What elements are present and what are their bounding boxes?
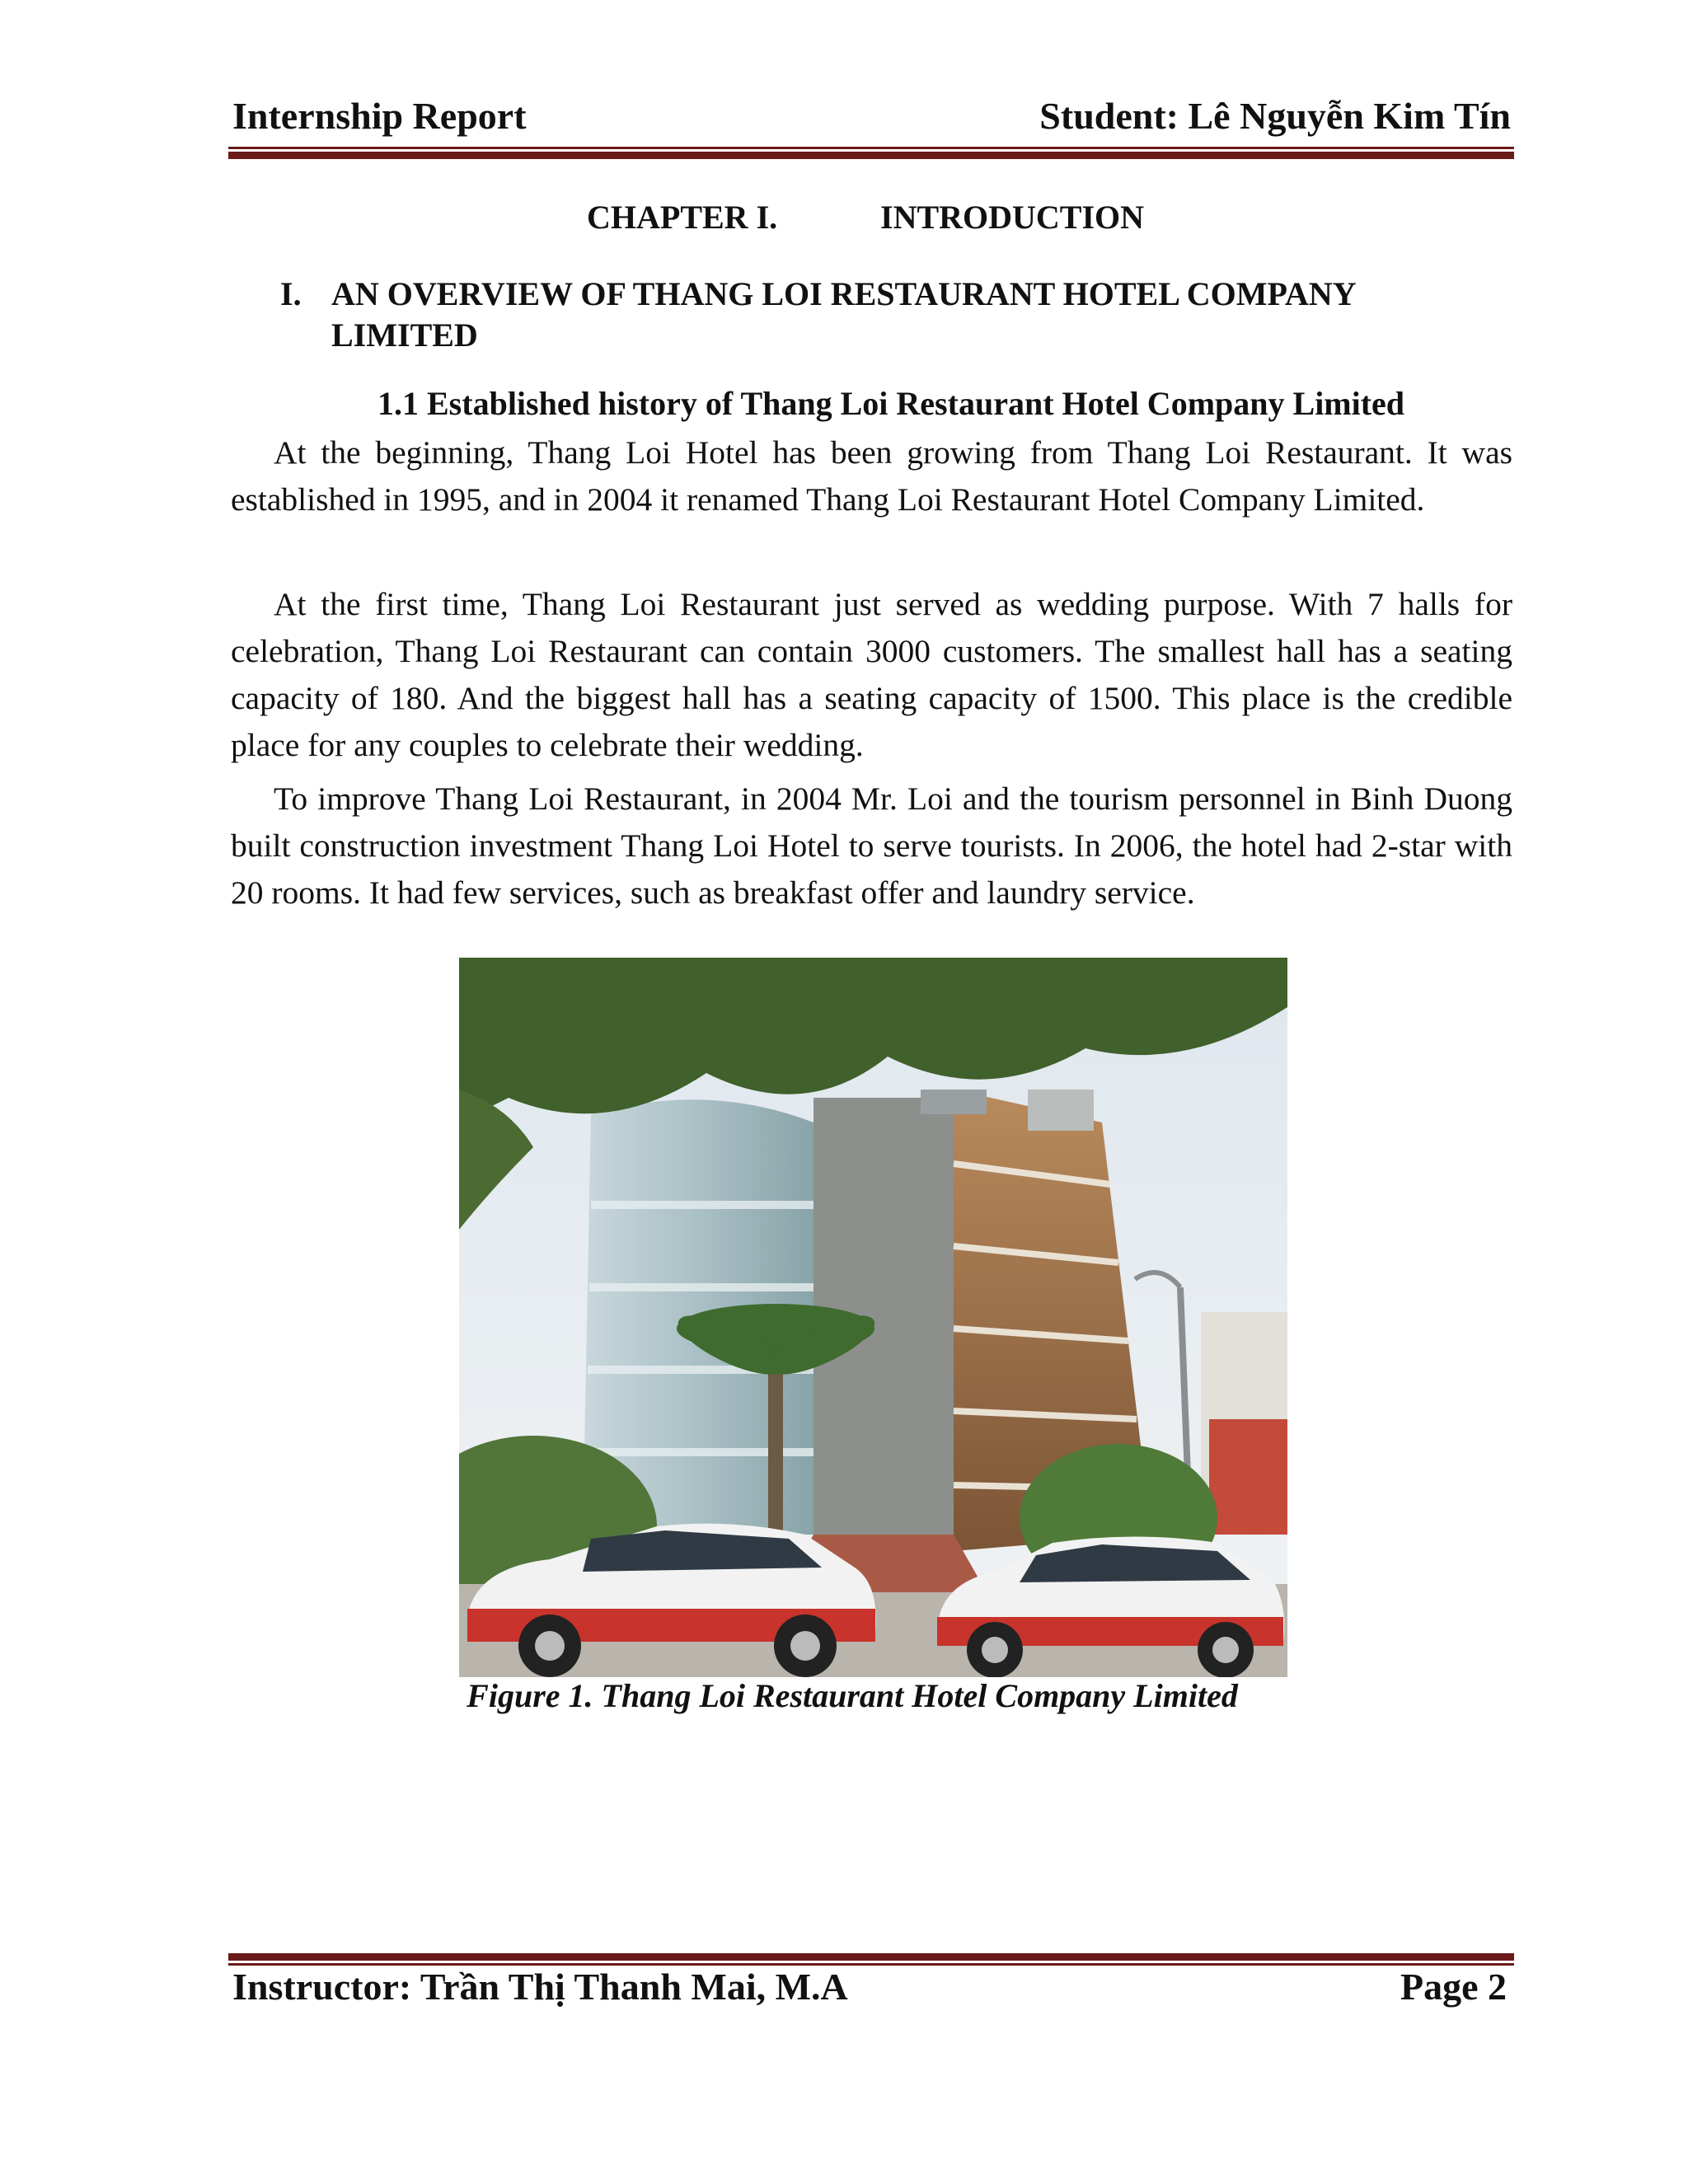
- paragraph-2: [231, 581, 1512, 769]
- chapter-number: CHAPTER I.: [587, 199, 778, 236]
- paragraph-text: At the beginning, Thang Loi Hotel has been growing from Thang Loi Restaurant. It was established in 1995, and in 2004 it renamed Thang Loi Restaurant Hotel Company Limited.: [231, 434, 1512, 518]
- header-rule: [228, 147, 1514, 159]
- header-student: Student: Lê Nguyễn Kim Tín: [1039, 95, 1511, 137]
- header-title: Internship Report: [232, 95, 527, 137]
- section-number: I.: [280, 275, 302, 312]
- subsection-heading: 1.1 Established history of Thang Loi Restaurant Hotel Company Limited: [377, 385, 1405, 422]
- footer-instructor: Instructor: Trần Thị Thanh Mai, M.A: [232, 1966, 848, 2008]
- paragraph-text: To improve Thang Loi Restaurant, in 2004 Mr. Loi and the tourism personnel in Binh Duong built construction investment Thang Loi Hotel to serve tourists. In 2006, the hotel had 2-star with 20 rooms. It had few services, such as breakfast offer and laundry service.: [231, 780, 1512, 911]
- hotel-photo: [459, 958, 1287, 1677]
- footer-rule: [228, 1953, 1514, 1966]
- section-heading: [280, 274, 1451, 356]
- section-title: AN OVERVIEW OF THANG LOI RESTAURANT HOTEL COMPANY LIMITED: [331, 275, 1356, 354]
- page-number: Page 2: [1400, 1966, 1507, 2008]
- chapter-title: INTRODUCTION: [880, 199, 1145, 236]
- paragraph-text: At the first time, Thang Loi Restaurant just served as wedding purpose. With 7 halls for celebration, Thang Loi Restaurant can contain 3000 customers. The smallest hall has a seating capacity of 180. And the biggest hall has a seating capacity of 1500. This place is the credible place for any couples to celebrate their wedding.: [231, 586, 1512, 763]
- paragraph-1: [231, 429, 1512, 523]
- figure-caption: Figure 1. Thang Loi Restaurant Hotel Company Limited: [467, 1677, 1238, 1714]
- paragraph-3: [231, 776, 1512, 916]
